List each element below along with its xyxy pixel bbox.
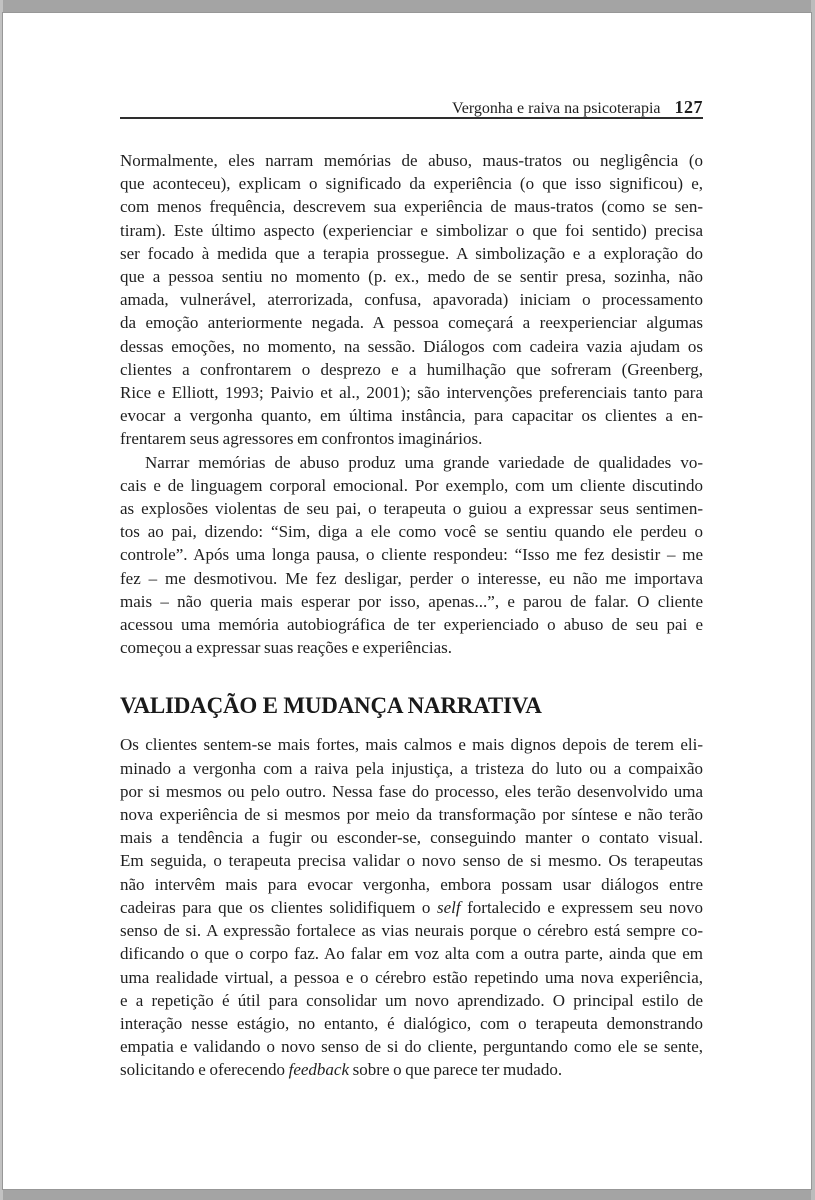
text-line: as explosões violentas de seu pai, o terapeuta o guiou a expressar seus sentimen- [120,499,703,519]
paragraph-1 [120,149,703,451]
text-line: solicitando e oferecendo feedback sobre o que parece ter mudado. [120,1060,563,1080]
text-line: ser focado à medida que a terapia prossegue. A simbolização e a exploração do [120,243,703,263]
text-line: tiram). Este último aspecto (experienciar e simbolizar o que foi sentido) precisa [120,220,703,240]
text-line: Narrar memórias de abuso produz uma grande variedade de qualidades vo- [145,452,703,472]
text-line: mais – não queria mais esperar por isso, apenas...”, e parou de falar. O cliente [120,591,703,611]
text-line: evocar a vergonha quanto, em última instância, para capacitar os clientes a en- [120,406,703,426]
text-line: senso de si. A expressão fortalece as vias neurais porque o cérebro está sempre co- [120,921,703,941]
text-line: interação nesse estágio, no entanto, é dialógico, com o terapeuta demonstrando [120,1013,703,1033]
text-line: e a repetição é útil para consolidar um novo aprendizado. O principal estilo de [120,990,703,1010]
page [3,13,811,1189]
text-line: não intervêm mais para evocar vergonha, embora possam usar diálogos entre [120,874,703,894]
text-line: Rice e Elliott, 1993; Paivio et al., 2001); são intervenções preferenciais tanto para [120,383,703,403]
text-line: Em seguida, o terapeuta precisa validar o novo senso de si mesmo. Os terapeutas [120,851,703,871]
text-line: frentarem seus agressores em confrontos imaginários. [120,429,483,449]
text-line: dificando o que o corpo faz. Ao falar em voz alta com a outra parte, ainda que em [120,944,703,964]
text-line: Normalmente, eles narram memórias de abuso, maus-tratos ou negligência (o [120,151,703,170]
text-line: nova experiência de si mesmos por meio da transformação por síntese e não terão [120,805,703,825]
running-head [452,97,703,119]
text-line: uma realidade virtual, a pessoa e o cérebro estão repetindo uma nova experiência, [120,967,703,987]
text-line: fez – me desmotivou. Me fez desligar, perder o interesse, eu não me importava [120,568,703,588]
text-line: empatia e validando o novo senso de si do cliente, perguntando como ele se sente, [120,1037,703,1057]
text-line: cais e de linguagem corporal emocional. Por exemplo, com um cliente discutindo [120,475,703,495]
paragraph-3 [120,733,703,1081]
text-line: Os clientes sentem-se mais fortes, mais calmos e mais dignos depois de terem eli- [120,735,703,755]
text-line: amada, vulnerável, aterrorizada, confusa, apavorada) iniciam o processamento [120,290,703,310]
text-line: começou a expressar suas reações e experiências. [120,638,452,658]
text-line: da emoção anteriormente negada. A pessoa começará a reexperienciar algumas [120,313,703,333]
running-title: Vergonha e raiva na psicoterapia [452,100,661,117]
text-line: clientes a confrontarem o desprezo e a humilhação que sofreram (Greenberg, [120,359,703,379]
header-rule [120,117,703,119]
text-line: dessas emoções, no momento, na sessão. Diálogos com cadeira vazia ajudam os [120,336,703,356]
text-line: com menos frequência, descrevem sua experiência de maus-tratos (como se sen- [120,197,703,217]
text-line: por si mesmos ou pelo outro. Nessa fase do processo, eles terão desenvolvido uma [120,781,703,801]
text-line: tos ao pai, dizendo: “Sim, diga a ele como você se sentiu quando ele perdeu o [120,522,703,542]
page-body [120,149,703,1082]
page-number: 127 [674,97,703,117]
paragraph-2 [120,451,703,660]
text-line: que aconteceu), explicam o significado da experiência (o que isso significou) e, [120,174,703,194]
text-line: acessou uma memória autobiográfica de ter experienciado o abuso de seu pai e [120,615,703,635]
text-line: controle”. Após uma longa pausa, o cliente respondeu: “Isso me fez desistir – me [120,545,703,565]
section-heading: VALIDAÇÃO E MUDANÇA NARRATIVA [120,693,542,719]
text-line: minado a vergonha com a raiva pela injustiça, a tristeza do luto ou a compaixão [120,758,703,778]
text-line: mais a tendência a fugir ou esconder-se, conseguindo manter o contato visual. [120,828,703,848]
text-line: que a pessoa sentiu no momento (p. ex., medo de se sentir presa, sozinha, não [120,267,703,287]
text-line: cadeiras para que os clientes solidifiquem o self fortalecido e expressem seu novo [120,897,703,917]
